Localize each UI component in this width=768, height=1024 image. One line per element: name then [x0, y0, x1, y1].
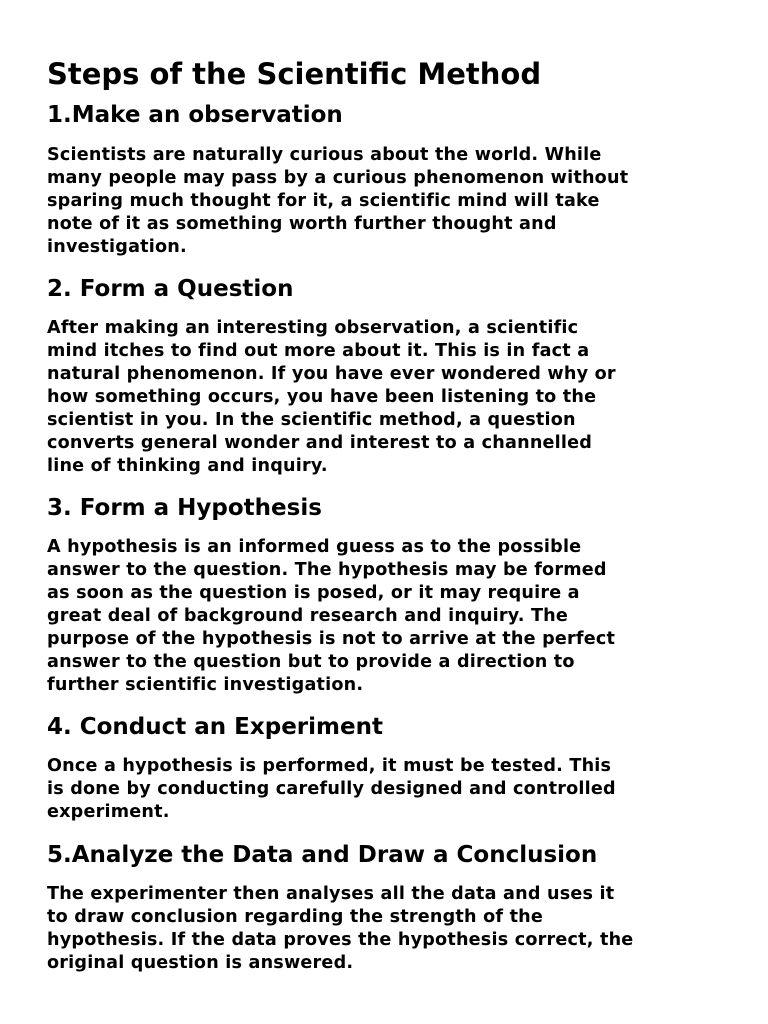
body-line: After making an interesting observation, a scientific: [47, 318, 579, 338]
body-line: how something occurs, you have been listening to the: [47, 387, 597, 407]
section-body-conclusion: [47, 883, 737, 975]
body-line: Once a hypothesis is performed, it must be tested. This: [47, 756, 612, 776]
body-line: A hypothesis is an informed guess as to the possible: [47, 537, 582, 557]
body-line: many people may pass by a curious phenomenon without: [47, 168, 629, 188]
body-line: further scientific investigation.: [47, 675, 364, 695]
body-line: answer to the question. The hypothesis may be formed: [47, 560, 607, 580]
body-line: purpose of the hypothesis is not to arrive at the perfect: [47, 629, 616, 649]
body-line: line of thinking and inquiry.: [47, 456, 328, 476]
section-body-experiment: [47, 755, 737, 824]
section-heading-conclusion: 5.Analyze the Data and Draw a Conclusion: [47, 842, 598, 868]
body-line: to draw conclusion regarding the strength of the: [47, 907, 544, 927]
section-body-question: [47, 317, 737, 478]
body-line: original question is answered.: [47, 953, 354, 973]
section-heading-question: 2. Form a Question: [47, 276, 294, 302]
body-line: The experimenter then analyses all the data and uses it: [47, 884, 615, 904]
section-body-hypothesis: [47, 536, 737, 697]
body-line: great deal of background research and inquiry. The: [47, 606, 569, 626]
body-line: mind itches to find out more about it. This is in fact a: [47, 341, 590, 361]
body-line: note of it as something worth further thought and: [47, 214, 557, 234]
body-line: scientist in you. In the scientific method, a question: [47, 410, 576, 430]
body-line: is done by conducting carefully designed and controlled: [47, 779, 616, 799]
body-line: hypothesis. If the data proves the hypothesis correct, the: [47, 930, 634, 950]
section-body-observation: [47, 144, 737, 259]
body-line: converts general wonder and interest to a channelled: [47, 433, 593, 453]
document-page: [47, 54, 737, 975]
body-line: natural phenomenon. If you have ever wondered why or: [47, 364, 616, 384]
section-heading-experiment: 4. Conduct an Experiment: [47, 714, 383, 740]
section-heading-observation: 1.Make an observation: [47, 102, 343, 128]
body-line: Scientists are naturally curious about the world. While: [47, 145, 602, 165]
body-line: as soon as the question is posed, or it may require a: [47, 583, 580, 603]
body-line: investigation.: [47, 237, 187, 257]
page-title: Steps of the Scientific Method: [47, 57, 542, 91]
body-line: answer to the question but to provide a direction to: [47, 652, 575, 672]
body-line: experiment.: [47, 802, 170, 822]
section-heading-hypothesis: 3. Form a Hypothesis: [47, 495, 322, 521]
body-line: sparing much thought for it, a scientific mind will take: [47, 191, 600, 211]
